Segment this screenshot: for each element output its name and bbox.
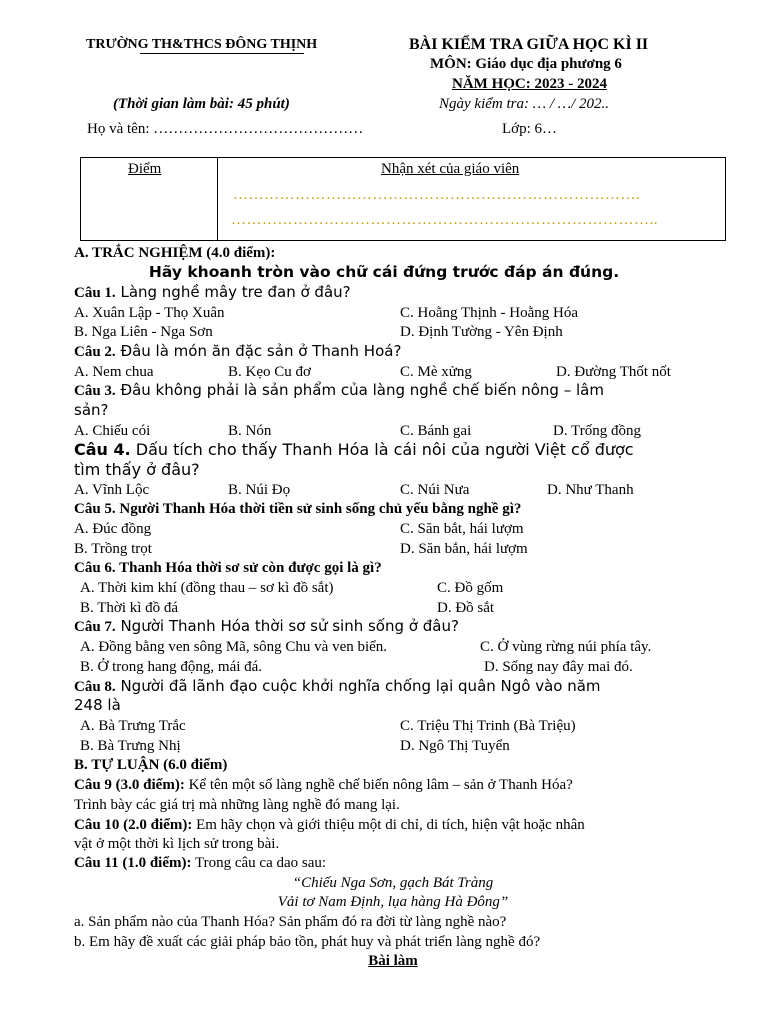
question-11-text: Trong câu ca dao sau: — [191, 855, 327, 871]
q4-option-b[interactable]: B. Núi Đọ — [228, 482, 291, 498]
question-10-text: Em hãy chọn và giới thiệu một di chỉ, di tích, hiện vật hoặc nhân — [192, 817, 585, 833]
comment-line-2[interactable]: ……………………………………………………………………….. — [231, 212, 658, 228]
question-8-text: Người đã lãnh đạo cuộc khởi nghĩa chống lại quân Ngô vào năm — [115, 677, 601, 695]
q7-option-d[interactable]: D. Sống nay đây mai đó. — [484, 659, 633, 675]
q8-option-d[interactable]: D. Ngô Thị Tuyển — [400, 738, 510, 754]
question-10-label: Câu 10 (2.0 điểm): — [74, 817, 193, 833]
score-table — [80, 157, 726, 241]
teacher-comment-header: Nhận xét của giáo viên — [381, 161, 520, 177]
score-table-divider — [217, 158, 218, 240]
question-7-text: Người Thanh Hóa thời sơ sử sinh sống ở đâu? — [115, 617, 459, 635]
q7-option-c[interactable]: C. Ở vùng rừng núi phía tây. — [480, 639, 652, 655]
q1-option-a[interactable]: A. Xuân Lập - Thọ Xuân — [74, 305, 225, 321]
question-8 — [74, 677, 601, 697]
question-4-text-continued: tìm thấy ở đâu? — [74, 460, 200, 479]
exam-subject: MÔN: Giáo dục địa phương 6 — [430, 56, 622, 72]
q4-option-c[interactable]: C. Núi Nưa — [400, 482, 470, 498]
q7-option-a[interactable]: A. Đồng bằng ven sông Mã, sông Chu và ven biển. — [80, 639, 388, 655]
q6-option-c[interactable]: C. Đồ gốm — [437, 580, 504, 596]
section-a-instruction: Hãy khoanh tròn vào chữ cái đứng trước đáp án đúng. — [148, 263, 620, 281]
question-11-part-a: a. Sản phẩm nào của Thanh Hóa? Sản phẩm đó ra đời từ làng nghề nào? — [74, 914, 507, 930]
exam-duration: (Thời gian làm bài: 45 phút) — [113, 96, 290, 112]
q6-option-b[interactable]: B. Thời kì đồ đá — [80, 600, 179, 616]
q5-option-a[interactable]: A. Đúc đồng — [74, 521, 152, 537]
question-3-label: Câu 3. — [74, 383, 116, 399]
question-10 — [74, 816, 585, 835]
q2-option-d[interactable]: D. Đường Thốt nốt — [556, 364, 671, 380]
question-4-text: Dấu tích cho thấy Thanh Hóa là cái nôi của người Việt cổ được — [130, 440, 634, 459]
q4-option-d[interactable]: D. Như Thanh — [547, 482, 634, 498]
question-3-text: Đâu không phải là sản phẩm của làng nghề chế biến nông – lâm — [115, 381, 604, 399]
question-2 — [74, 342, 401, 362]
student-class-field[interactable]: Lớp: 6… — [502, 121, 558, 137]
q1-option-c[interactable]: C. Hoằng Thịnh - Hoằng Hóa — [400, 305, 579, 321]
comment-line-1[interactable]: ……………………………………………………………………. — [233, 187, 641, 203]
answer-heading: Bài làm — [368, 953, 418, 969]
question-11-label: Câu 11 (1.0 điểm): — [74, 855, 192, 871]
q2-option-a[interactable]: A. Nem chua — [74, 364, 154, 380]
q2-option-b[interactable]: B. Kẹo Cu đơ — [228, 364, 311, 380]
poem-line-1: “Chiếu Nga Sơn, gạch Bát Tràng — [292, 875, 494, 891]
question-7-label: Câu 7. — [74, 619, 116, 635]
question-3 — [74, 381, 604, 401]
q8-option-b[interactable]: B. Bà Trưng Nhị — [80, 738, 181, 754]
question-9-label: Câu 9 (3.0 điểm): — [74, 777, 185, 793]
q2-option-c[interactable]: C. Mè xửng — [400, 364, 472, 380]
school-name: TRƯỜNG TH&THCS ĐÔNG THỊNH — [86, 37, 318, 52]
question-11 — [74, 854, 326, 873]
question-9-text: Kể tên một số làng nghề chế biến nông lâm – sản ở Thanh Hóa? — [184, 777, 573, 793]
q6-option-d[interactable]: D. Đồ sắt — [437, 600, 495, 616]
question-5: Câu 5. Người Thanh Hóa thời tiền sử sinh sống chủ yếu bằng nghề gì? — [74, 501, 522, 517]
question-4 — [74, 440, 634, 460]
exam-title: BÀI KIỂM TRA GIỮA HỌC KÌ II — [409, 36, 649, 53]
exam-date: Ngày kiểm tra: … / …/ 202.. — [439, 96, 609, 112]
question-1-text: Làng nghề mây tre đan ở đâu? — [115, 283, 351, 301]
q6-option-a[interactable]: A. Thời kim khí (đồng thau – sơ kì đồ sắt) — [80, 580, 334, 596]
question-10-text-continued: vật ở một thời kì lịch sử trong bài. — [74, 836, 280, 852]
question-9 — [74, 776, 573, 795]
section-b-title: B. TỰ LUẬN (6.0 điểm) — [74, 757, 228, 773]
question-7 — [74, 617, 459, 637]
q1-option-d[interactable]: D. Định Tường - Yên Định — [400, 324, 563, 340]
question-4-label: Câu 4. — [74, 440, 131, 459]
question-8-label: Câu 8. — [74, 679, 116, 695]
q8-option-c[interactable]: C. Triệu Thị Trinh (Bà Triệu) — [400, 718, 576, 734]
question-1-label: Câu 1. — [74, 285, 116, 301]
q5-option-d[interactable]: D. Săn bắn, hái lượm — [400, 541, 528, 557]
question-1 — [74, 283, 351, 303]
exam-year: NĂM HỌC: 2023 - 2024 — [452, 76, 607, 92]
q8-option-a[interactable]: A. Bà Trưng Trắc — [80, 718, 186, 734]
q5-option-b[interactable]: B. Trồng trọt — [74, 541, 152, 557]
question-9-text-continued: Trình bày các giá trị mà những làng nghề đó mang lại. — [74, 797, 400, 813]
poem-line-2: Vải tơ Nam Định, lụa hàng Hà Đông” — [277, 894, 509, 910]
question-11-part-b: b. Em hãy đề xuất các giải pháp bảo tồn, phát huy và phát triển làng nghề đó? — [74, 934, 541, 950]
q3-option-a[interactable]: A. Chiếu cói — [74, 423, 151, 439]
q3-option-d[interactable]: D. Trống đồng — [553, 423, 641, 439]
section-a-title: A. TRẮC NGHIỆM (4.0 điểm): — [74, 245, 276, 261]
student-name-field[interactable]: Họ và tên: …………………………………… — [87, 121, 364, 137]
q3-option-b[interactable]: B. Nón — [228, 423, 272, 439]
q3-option-c[interactable]: C. Bánh gai — [400, 423, 472, 439]
score-header: Điểm — [128, 161, 162, 177]
question-2-label: Câu 2. — [74, 344, 116, 360]
question-8-text-continued: 248 là — [74, 696, 121, 714]
school-underline — [140, 53, 304, 54]
q5-option-c[interactable]: C. Săn bắt, hái lượm — [400, 521, 524, 537]
q1-option-b[interactable]: B. Nga Liên - Nga Sơn — [74, 324, 213, 340]
question-2-text: Đâu là món ăn đặc sản ở Thanh Hoá? — [115, 342, 402, 360]
question-6: Câu 6. Thanh Hóa thời sơ sử còn được gọi là gì? — [74, 560, 382, 576]
q4-option-a[interactable]: A. Vĩnh Lộc — [74, 482, 150, 498]
question-3-text-continued: sản? — [74, 401, 109, 419]
q7-option-b[interactable]: B. Ở trong hang động, mái đá. — [80, 659, 263, 675]
